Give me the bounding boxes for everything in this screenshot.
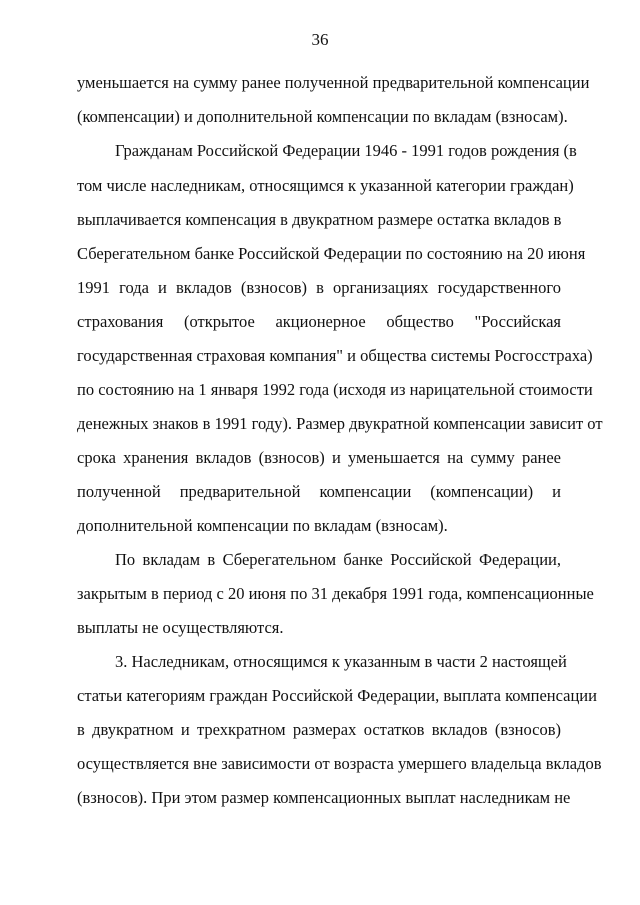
text-line: (компенсации) и дополнительной компенсации по вкладам (взносам). xyxy=(77,107,568,126)
text-line: страхования (открытое акционерное общество "Российская xyxy=(77,312,561,331)
text-line: по состоянию на 1 января 1992 года (исходя из нарицательной стоимости xyxy=(77,380,593,399)
text-line: статьи категориям граждан Российской Федерации, выплата компенсации xyxy=(77,686,597,705)
text-line: 3. Наследникам, относящимся к указанным в части 2 настоящей xyxy=(115,652,567,671)
text-line: 1991 года и вкладов (взносов) в организациях государственного xyxy=(77,278,561,297)
text-line: срока хранения вкладов (взносов) и уменьшается на сумму ранее xyxy=(77,448,561,467)
text-line: том числе наследникам, относящимся к указанной категории граждан) xyxy=(77,176,574,195)
text-line: денежных знаков в 1991 году). Размер двукратной компенсации зависит от xyxy=(77,414,603,433)
page-number: 36 xyxy=(311,30,329,49)
text-line: выплачивается компенсация в двукратном размере остатка вкладов в xyxy=(77,210,562,229)
text-line: По вкладам в Сберегательном банке Российской Федерации, xyxy=(115,550,561,569)
text-line: уменьшается на сумму ранее полученной предварительной компенсации xyxy=(77,73,590,92)
text-line: в двукратном и трехкратном размерах остатков вкладов (взносов) xyxy=(77,720,561,739)
text-line: государственная страховая компания" и общества системы Росгосстраха) xyxy=(77,346,593,365)
text-line: выплаты не осуществляются. xyxy=(77,618,284,637)
text-line: Гражданам Российской Федерации 1946 - 1991 годов рождения (в xyxy=(115,141,577,160)
text-line: Сберегательном банке Российской Федерации по состоянию на 20 июня xyxy=(77,244,586,263)
text-line: осуществляется вне зависимости от возраста умершего владельца вкладов xyxy=(77,754,602,773)
text-line: (взносов). При этом размер компенсационных выплат наследникам не xyxy=(77,788,571,807)
text-line: полученной предварительной компенсации (компенсации) и xyxy=(77,482,561,501)
text-line: дополнительной компенсации по вкладам (взносам). xyxy=(77,516,448,535)
text-line: закрытым в период с 20 июня по 31 декабря 1991 года, компенсационные xyxy=(77,584,594,603)
